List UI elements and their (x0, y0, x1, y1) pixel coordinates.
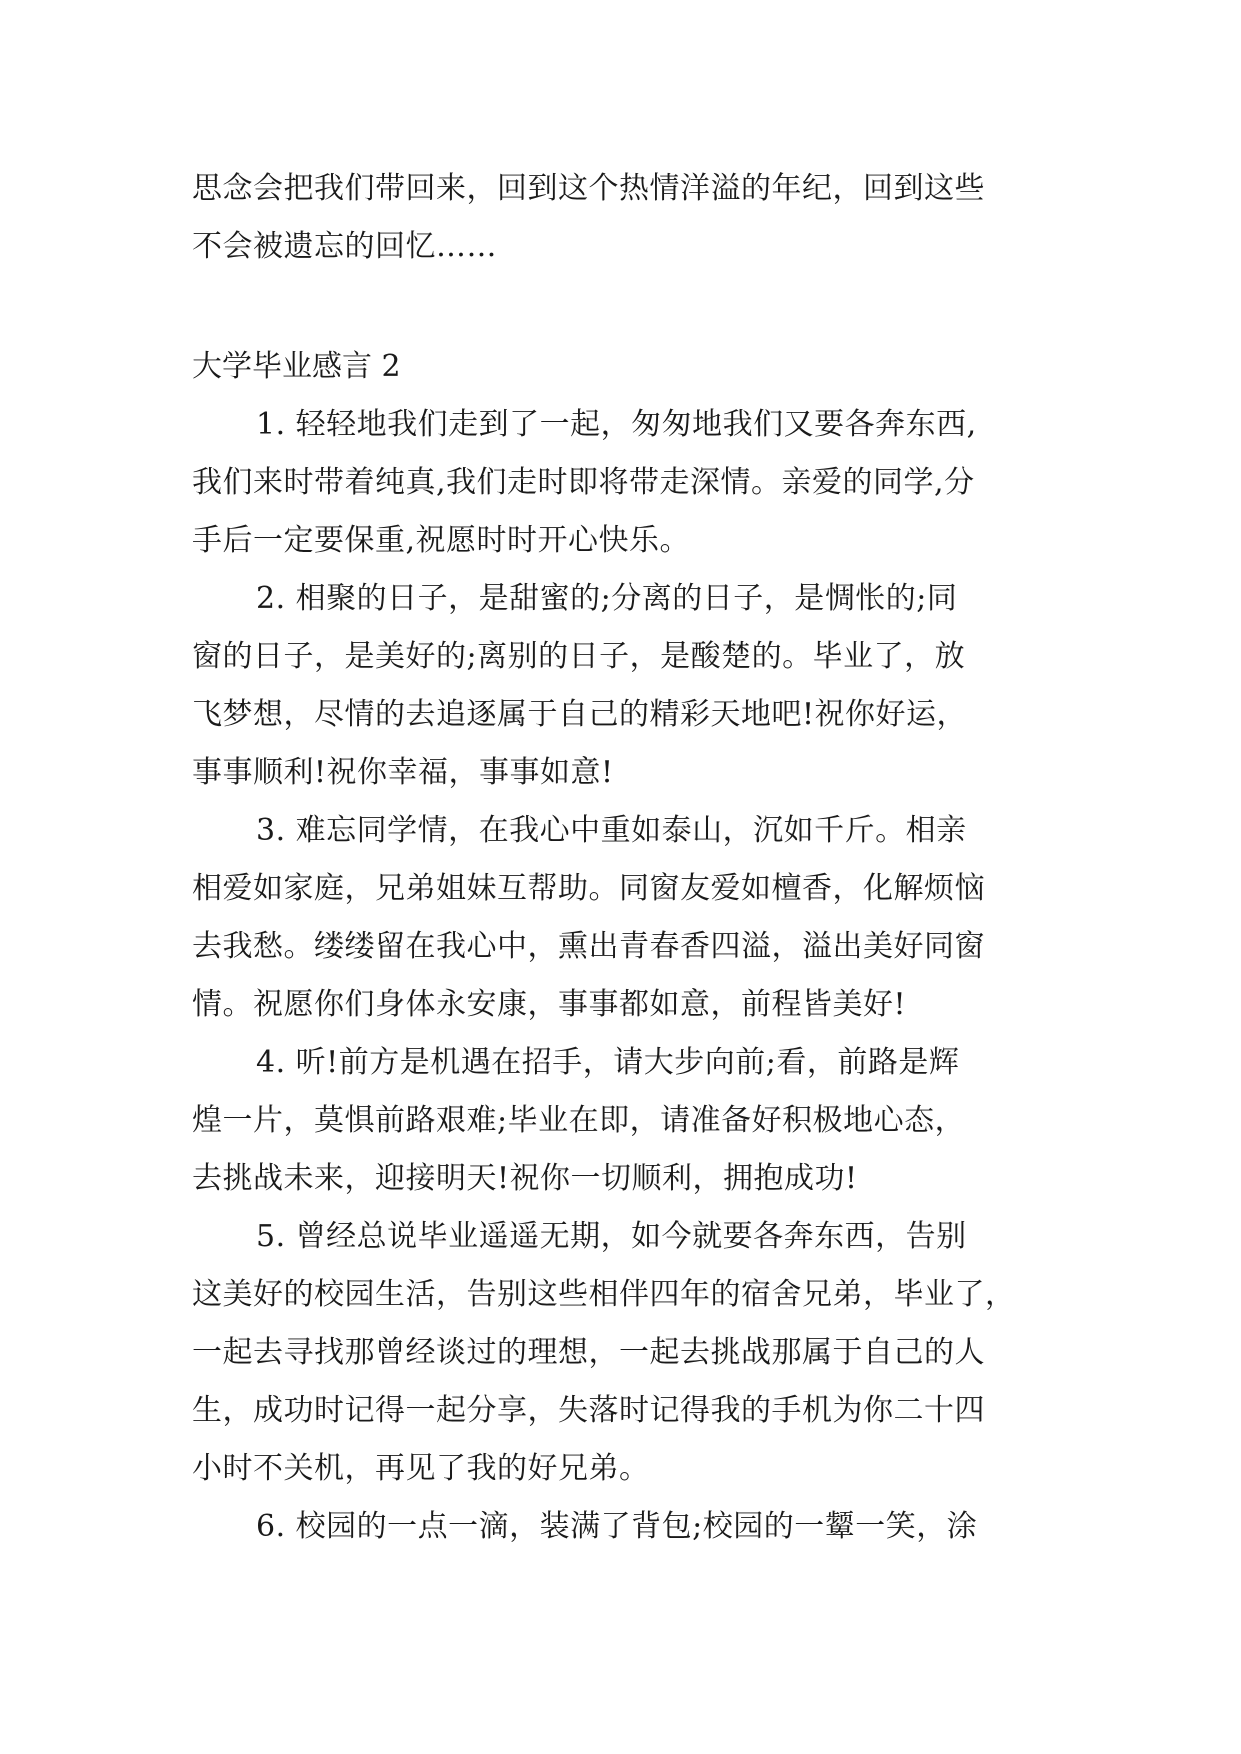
text-line: 事事顺利!祝你幸福，事事如意! (192, 755, 614, 790)
text-line: 思念会把我们带回来，回到这个热情洋溢的年纪，回到这些 (192, 171, 985, 206)
list-item-1 (192, 396, 1052, 570)
text-line: 2. 相聚的日子，是甜蜜的;分离的日子，是惆怅的;同 (256, 581, 958, 616)
document-body (192, 160, 1052, 1556)
text-line: 这美好的校园生活，告别这些相伴四年的宿舍兄弟，毕业了， (192, 1277, 1016, 1312)
text-line: 飞梦想，尽情的去追逐属于自己的精彩天地吧!祝你好运， (192, 697, 968, 732)
text-line: 6. 校园的一点一滴，装满了背包;校园的一颦一笑，涂 (256, 1509, 978, 1544)
text-line: 3. 难忘同学情，在我心中重如泰山，沉如千斤。相亲 (256, 813, 967, 848)
text-line: 去我愁。缕缕留在我心中，熏出青春香四溢，溢出美好同窗 (192, 929, 985, 964)
list-item-3 (192, 802, 1052, 1034)
text-line: 一起去寻找那曾经谈过的理想，一起去挑战那属于自己的人 (192, 1335, 985, 1370)
text-line: 我们来时带着纯真,我们走时即将带走深情。亲爱的同学,分 (192, 465, 975, 500)
text-line: 小时不关机，再见了我的好兄弟。 (192, 1451, 650, 1486)
text-line: 相爱如家庭，兄弟姐妹互帮助。同窗友爱如檀香，化解烦恼 (192, 871, 985, 906)
list-item-6 (192, 1498, 1052, 1556)
text-line: 生，成功时记得一起分享，失落时记得我的手机为你二十四 (192, 1393, 985, 1428)
text-line: 情。祝愿你们身体永安康，事事都如意，前程皆美好! (192, 987, 907, 1022)
text-line: 不会被遗忘的回忆…… (192, 229, 497, 264)
list-item-2 (192, 570, 1052, 802)
text-line: 去挑战未来，迎接明天!祝你一切顺利，拥抱成功! (192, 1161, 858, 1196)
list-item-4 (192, 1034, 1052, 1208)
text-line: 1. 轻轻地我们走到了一起，匆匆地我们又要各奔东西, (256, 407, 977, 442)
section-heading: 大学毕业感言 2 (192, 349, 401, 384)
text-line: 手后一定要保重,祝愿时时开心快乐。 (192, 523, 691, 558)
text-line: 煌一片，莫惧前路艰难;毕业在即，请准备好积极地心态， (192, 1103, 966, 1138)
text-line: 4. 听!前方是机遇在招手，请大步向前;看，前路是辉 (256, 1045, 960, 1080)
text-line: 5. 曾经总说毕业遥遥无期，如今就要各奔东西，告别 (256, 1219, 967, 1254)
list-item-5 (192, 1208, 1052, 1498)
intro-paragraph (192, 160, 1052, 276)
text-line: 窗的日子，是美好的;离别的日子，是酸楚的。毕业了，放 (192, 639, 966, 674)
